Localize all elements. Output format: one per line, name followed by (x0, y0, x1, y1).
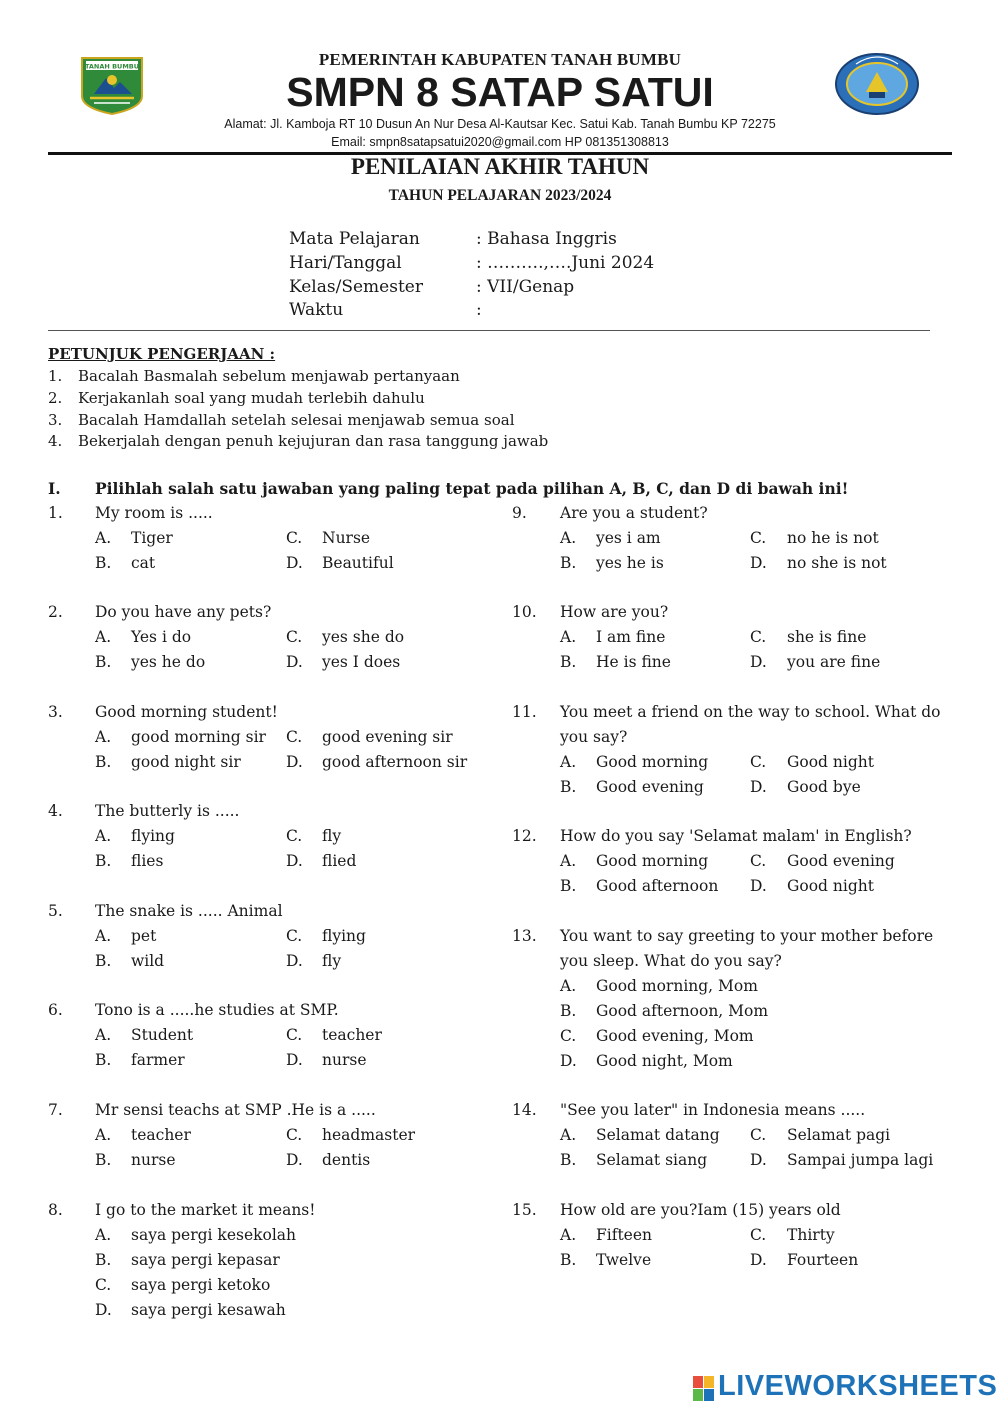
option-text: Twelve (596, 1250, 652, 1269)
question-text: How are you? (560, 603, 669, 621)
option-text: Good morning (596, 851, 709, 870)
option-letter: A. (560, 851, 577, 870)
question-text: The snake is ..... Animal (95, 902, 283, 920)
instruction-number: 3. (48, 411, 63, 429)
instruction-item (48, 411, 515, 429)
question-number: 4. (48, 802, 63, 820)
option-text: cat (131, 553, 156, 572)
option-letter: A. (95, 528, 112, 547)
question-number: 13. (512, 927, 537, 945)
option-text: dentis (322, 1150, 371, 1169)
option-text: saya pergi ketoko (131, 1275, 271, 1294)
option-letter: B. (95, 1150, 112, 1169)
option-letter: D. (286, 851, 303, 870)
option-letter: C. (286, 727, 303, 746)
question-text: You meet a friend on the way to school. What do (560, 703, 941, 721)
option-letter: D. (750, 553, 767, 572)
option-text: yes i am (596, 528, 661, 547)
option-text: saya pergi kepasar (131, 1250, 280, 1269)
option-text: Good bye (787, 777, 861, 796)
option-letter: B. (95, 553, 112, 572)
question-text: "See you later" in Indonesia means ..... (560, 1101, 866, 1119)
option-letter: A. (95, 1025, 112, 1044)
option-letter: C. (286, 826, 303, 845)
option-letter: B. (560, 876, 577, 895)
question-number: 11. (512, 703, 537, 721)
option-letter: C. (750, 752, 767, 771)
option-text: fly (322, 826, 342, 845)
option-letter: B. (95, 1250, 112, 1269)
option-letter: A. (95, 826, 112, 845)
info-value: : Bahasa Inggris (476, 229, 617, 249)
option-text: Good evening (787, 851, 895, 870)
option-letter: B. (95, 1050, 112, 1069)
option-letter: B. (95, 951, 112, 970)
option-letter: D. (750, 876, 767, 895)
option-letter: B. (560, 1150, 577, 1169)
info-label: Mata Pelajaran (289, 229, 420, 249)
instruction-number: 2. (48, 389, 63, 407)
question-text: How old are you?Iam (15) years old (560, 1201, 841, 1219)
option-letter: C. (750, 1225, 767, 1244)
question-text: Good morning student! (95, 703, 278, 721)
option-letter: A. (95, 627, 112, 646)
instruction-item (48, 367, 460, 385)
option-letter: B. (560, 1250, 577, 1269)
option-letter: D. (286, 652, 303, 671)
option-letter: C. (95, 1275, 112, 1294)
option-text: fly (322, 951, 342, 970)
option-text: Tiger (131, 528, 173, 547)
option-text: Good morning (596, 752, 709, 771)
liveworksheets-logo-icon (693, 1376, 715, 1402)
svg-text:TANAH BUMBU: TANAH BUMBU (84, 62, 140, 71)
question-text: you say? (560, 727, 628, 746)
option-text: Sampai jumpa lagi (787, 1150, 934, 1169)
info-label: Hari/Tanggal (289, 253, 402, 273)
footer-brand: LIVEWORKSHEETS (718, 1370, 998, 1402)
question-number: 15. (512, 1201, 537, 1219)
option-text: saya pergi kesekolah (131, 1225, 297, 1244)
option-text: Good night, Mom (596, 1051, 733, 1070)
option-text: nurse (131, 1150, 176, 1169)
option-text: I am fine (596, 627, 666, 646)
school-name: SMPN 8 SATAP SATUI (286, 69, 714, 115)
option-letter: C. (750, 627, 767, 646)
question-text: How do you say 'Selamat malam' in English? (560, 827, 912, 845)
info-value: : VII/Genap (476, 277, 575, 297)
option-letter: C. (286, 1125, 303, 1144)
option-letter: D. (286, 553, 303, 572)
option-letter: B. (560, 777, 577, 796)
question-text: you sleep. What do you say? (560, 951, 782, 970)
option-text: Nurse (322, 528, 371, 547)
question-text: Do you have any pets? (95, 603, 272, 621)
option-text: He is fine (596, 652, 671, 671)
option-letter: D. (286, 951, 303, 970)
option-letter: D. (286, 752, 303, 771)
option-letter: D. (750, 1150, 767, 1169)
option-text: Good afternoon, Mom (596, 1001, 769, 1020)
option-letter: C. (286, 528, 303, 547)
section-number: I. (48, 479, 61, 498)
option-letter: C. (750, 1125, 767, 1144)
question-number: 14. (512, 1101, 537, 1119)
option-letter: A. (560, 627, 577, 646)
instruction-text: Kerjakanlah soal yang mudah terlebih dahulu (78, 389, 425, 407)
option-text: nurse (322, 1050, 367, 1069)
option-text: no he is not (787, 528, 879, 547)
option-letter: B. (560, 553, 577, 572)
option-letter: A. (560, 1125, 577, 1144)
option-letter: D. (95, 1300, 112, 1319)
instruction-text: Bacalah Basmalah sebelum menjawab pertanyaan (78, 367, 460, 385)
option-text: good night sir (131, 752, 241, 771)
government-name: PEMERINTAH KABUPATEN TANAH BUMBU (318, 50, 682, 69)
question-text: Are you a student? (560, 504, 708, 522)
instruction-text: Bacalah Hamdallah setelah selesai menjawab semua soal (78, 411, 515, 429)
instruction-text: Bekerjalah dengan penuh kejujuran dan rasa tanggung jawab (78, 432, 549, 450)
option-text: wild (131, 951, 165, 970)
option-text: saya pergi kesawah (131, 1300, 286, 1319)
option-letter: C. (286, 627, 303, 646)
option-text: Fifteen (596, 1225, 653, 1244)
option-text: no she is not (787, 553, 887, 572)
option-text: Thirty (787, 1225, 835, 1244)
option-text: good afternoon sir (322, 752, 468, 771)
info-value: : ……….,….Juni 2024 (476, 253, 655, 273)
option-letter: C. (750, 851, 767, 870)
option-letter: A. (95, 926, 112, 945)
option-text: she is fine (787, 627, 867, 646)
option-text: Selamat datang (596, 1125, 720, 1144)
option-letter: B. (560, 652, 577, 671)
option-letter: B. (95, 652, 112, 671)
option-text: pet (131, 926, 157, 945)
option-text: yes I does (322, 652, 401, 671)
option-text: Good night (787, 876, 874, 895)
instruction-item (48, 389, 425, 407)
question-number: 3. (48, 703, 63, 721)
option-letter: A. (560, 1225, 577, 1244)
option-letter: A. (95, 1225, 112, 1244)
question-number: 12. (512, 827, 537, 845)
question-number: 10. (512, 603, 537, 621)
option-letter: C. (286, 926, 303, 945)
option-text: Good morning, Mom (596, 976, 758, 995)
option-text: Selamat siang (596, 1150, 708, 1169)
option-text: teacher (322, 1025, 382, 1044)
option-text: flying (131, 826, 175, 845)
option-text: flying (322, 926, 366, 945)
option-letter: D. (750, 1250, 767, 1269)
option-letter: D. (560, 1051, 577, 1070)
option-letter: A. (560, 752, 577, 771)
question-text: My room is ..... (95, 504, 213, 522)
option-letter: B. (560, 1001, 577, 1020)
question-text: The butterly is ..... (95, 802, 240, 820)
question-number: 1. (48, 504, 63, 522)
option-letter: D. (286, 1050, 303, 1069)
option-text: yes she do (322, 627, 405, 646)
option-letter: A. (95, 727, 112, 746)
option-letter: B. (95, 851, 112, 870)
option-text: Good evening, Mom (596, 1026, 754, 1045)
question-number: 5. (48, 902, 63, 920)
option-text: you are fine (787, 652, 881, 671)
option-text: Student (131, 1025, 194, 1044)
option-text: Good night (787, 752, 874, 771)
option-letter: D. (286, 1150, 303, 1169)
option-text: Yes i do (131, 627, 192, 646)
option-text: headmaster (322, 1125, 416, 1144)
info-label: Waktu (289, 300, 344, 320)
option-text: Good evening (596, 777, 704, 796)
option-text: yes he is (596, 553, 664, 572)
academic-year: TAHUN PELAJARAN 2023/2024 (388, 187, 612, 204)
option-letter: A. (560, 528, 577, 547)
school-address: Alamat: Jl. Kamboja RT 10 Dusun An Nur Desa Al-Kautsar Kec. Satui Kab. Tanah Bumbu KP 72275 (224, 117, 776, 131)
option-text: Good afternoon (596, 876, 719, 895)
instructions-title: PETUNJUK PENGERJAAN : (48, 345, 276, 363)
question-text: You want to say greeting to your mother before (560, 927, 934, 945)
option-letter: D. (750, 652, 767, 671)
option-letter: C. (286, 1025, 303, 1044)
question-number: 8. (48, 1201, 63, 1219)
option-text: flies (131, 851, 164, 870)
info-divider (48, 330, 930, 331)
option-text: good morning sir (131, 727, 266, 746)
info-label: Kelas/Semester (289, 277, 423, 297)
instruction-number: 1. (48, 367, 63, 385)
question-text: Tono is a .....he studies at SMP. (95, 1001, 339, 1019)
option-letter: B. (95, 752, 112, 771)
question-number: 6. (48, 1001, 63, 1019)
option-letter: D. (750, 777, 767, 796)
info-value: : (476, 300, 482, 320)
instruction-number: 4. (48, 432, 63, 450)
option-text: yes he do (131, 652, 206, 671)
option-letter: C. (750, 528, 767, 547)
option-text: flied (322, 851, 357, 870)
exam-title: PENILAIAN AKHIR TAHUN (350, 154, 650, 179)
option-text: Fourteen (787, 1250, 859, 1269)
instruction-item (48, 432, 548, 450)
option-text: Selamat pagi (787, 1125, 891, 1144)
option-letter: A. (95, 1125, 112, 1144)
option-text: good evening sir (322, 727, 453, 746)
question-text: Mr sensi teachs at SMP .He is a ..... (95, 1101, 376, 1119)
question-number: 7. (48, 1101, 63, 1119)
school-contact: Email: smpn8satapsatui2020@gmail.com HP 081351308813 (331, 135, 669, 149)
option-text: farmer (131, 1050, 185, 1069)
option-letter: C. (560, 1026, 577, 1045)
option-text: Beautiful (322, 553, 394, 572)
question-number: 2. (48, 603, 63, 621)
option-letter: A. (560, 976, 577, 995)
section-instruction: Pilihlah salah satu jawaban yang paling tepat pada pilihan A, B, C, dan D di bawah ini! (95, 479, 849, 498)
question-text: I go to the market it means! (95, 1201, 316, 1219)
question-number: 9. (512, 504, 527, 522)
option-text: teacher (131, 1125, 191, 1144)
